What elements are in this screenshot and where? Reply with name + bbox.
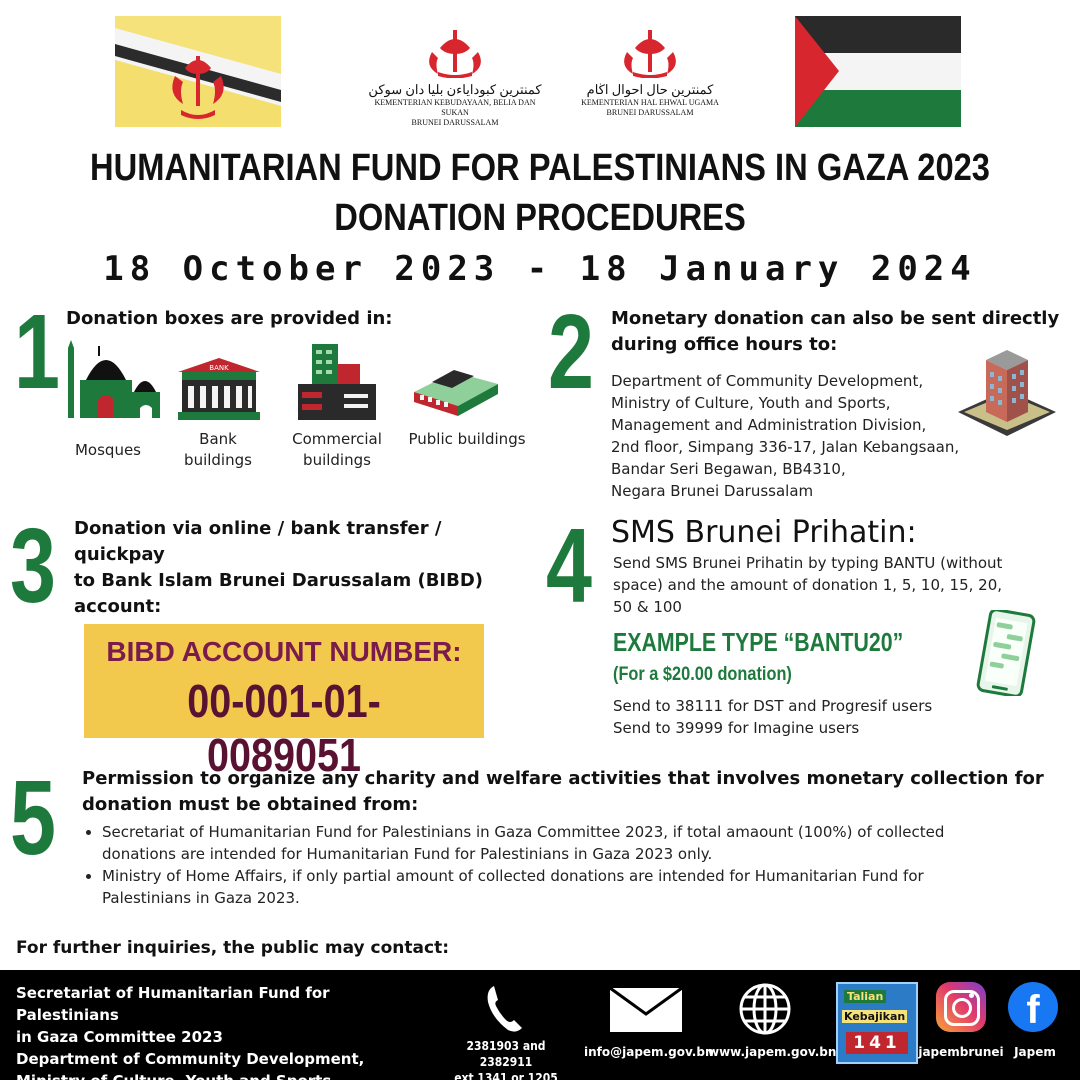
step-number-5: 5 (10, 759, 56, 877)
crest-icon (360, 28, 550, 78)
instagram-icon[interactable] (936, 982, 986, 1032)
section2-heading: Monetary donation can also be sent directly during office hours to: (611, 308, 1060, 355)
office-address: Department of Community Development, Ministry of Culture, Youth and Sports, Management and Administration Division, 2nd floor, Simpang 336-17, Jalan Kebangsaan, Bandar Seri Begawan, BB4310, Negara Brunei Darussalam (611, 372, 960, 500)
step-number-1: 1 (14, 293, 60, 411)
section1-heading: Donation boxes are provided in: (66, 308, 393, 329)
office-building-icon (958, 350, 1056, 440)
inquiry-text: For further inquiries, the public may contact: (16, 938, 450, 958)
permission-list (84, 821, 1062, 909)
box-location-bank: Bank buildings (184, 430, 252, 469)
date-range: 18 October 2023 - 18 January 2024 (103, 249, 977, 289)
phone-icon (486, 984, 526, 1034)
email-icon (608, 984, 684, 1034)
email-address[interactable]: info@japem.gov.bn (584, 1045, 714, 1059)
step-number-2: 2 (548, 293, 594, 411)
account-box (84, 624, 484, 781)
commercial-building-icon (298, 344, 376, 420)
ministry-religious-logo (560, 28, 740, 118)
globe-icon (738, 982, 792, 1036)
bank-sign: BANK (209, 364, 229, 372)
ministry-culture-country: BRUNEI DARUSSALAM (411, 118, 499, 127)
box-location-mosques: Mosques (74, 441, 141, 459)
sms-example-note: (For a $20.00 donation) (613, 664, 792, 685)
ministry-religious-name: KEMENTERIAN HAL EHWAL UGAMA (581, 98, 719, 107)
box-location-public: Public buildings (408, 430, 526, 448)
ministry-culture-logo (360, 28, 550, 128)
ministry-religious-country: BRUNEI DARUSSALAM (606, 108, 694, 117)
list-item: • Ministry of Home Affairs, if only partial amount of collected donations are intended for Humanitarian Fund for Palestinians in Gaza 2023. (102, 865, 1062, 909)
ministry-religious-jawi: كمنترين حال احوال اڬام (586, 82, 714, 97)
palestine-flag (795, 16, 961, 127)
box-location-commercial: Commercial buildings (292, 430, 382, 469)
page-subtitle: DONATION PROCEDURES (334, 197, 746, 239)
section5-heading: Permission to organize any charity and welfare activities that involves monetary collection for donation must be obtained from: (82, 768, 1044, 815)
mosque-icon (68, 340, 164, 420)
step-number-3: 3 (10, 507, 56, 625)
contact-footer (0, 970, 1080, 1090)
facebook-handle[interactable]: Japem (1014, 1045, 1056, 1059)
page-title: HUMANITARIAN FUND FOR PALESTINIANS IN GAZA 2023 (90, 147, 990, 189)
brunei-flag (115, 16, 281, 127)
public-building-icon (414, 362, 498, 416)
account-label: BIBD ACCOUNT NUMBER: (106, 636, 462, 667)
ministry-culture-name: KEMENTERIAN KEBUDAYAAN, BELIA DAN SUKAN (374, 98, 536, 117)
section3-heading: Donation via online / bank transfer / quickpay to Bank Islam Brunei Darussalam (BIBD) account: (74, 518, 483, 617)
step-number-4: 4 (546, 507, 592, 625)
ministry-culture-jawi: كمنترين كبوداياءن بليا دان سوكن (368, 82, 542, 97)
account-number: 00-001-01-0089051 (187, 675, 381, 781)
website-link[interactable]: www.japem.gov.bn (708, 1045, 837, 1059)
bank-icon (178, 358, 260, 420)
talian-kebajikan-logo: Talian Kebajikan 141 (836, 982, 918, 1064)
instagram-handle[interactable]: japembrunei (918, 1045, 1004, 1059)
facebook-icon[interactable]: f (1008, 982, 1058, 1032)
section4-heading: SMS Brunei Prihatin: (611, 515, 917, 550)
crest-icon (560, 28, 740, 78)
footer-organization: Secretariat of Humanitarian Fund for Palestinians in Gaza Committee 2023 Department of Community Development, Ministry of Culture, Youth and Sports (16, 984, 365, 1090)
sms-example: EXAMPLE TYPE “BANTU20” (613, 627, 904, 657)
list-item: • Secretariat of Humanitarian Fund for Palestinians in Gaza Committee 2023, if total amaount (100%) of collected donations are intended for Humanitarian Fund for Palestinians in Gaza 2023 only. (102, 821, 1062, 865)
sms-description: Send SMS Brunei Prihatin by typing BANTU (without space) and the amount of donation 1, 5, 10, 15, 20, 50 & 100 (613, 554, 1003, 616)
sms-send-numbers: Send to 38111 for DST and Progresif users Send to 39999 for Imagine users (613, 697, 933, 737)
phone-chat-icon (972, 610, 1040, 696)
phone-numbers[interactable]: 2381903 and 2382911 ext 1341 or 1205 (454, 1039, 558, 1085)
